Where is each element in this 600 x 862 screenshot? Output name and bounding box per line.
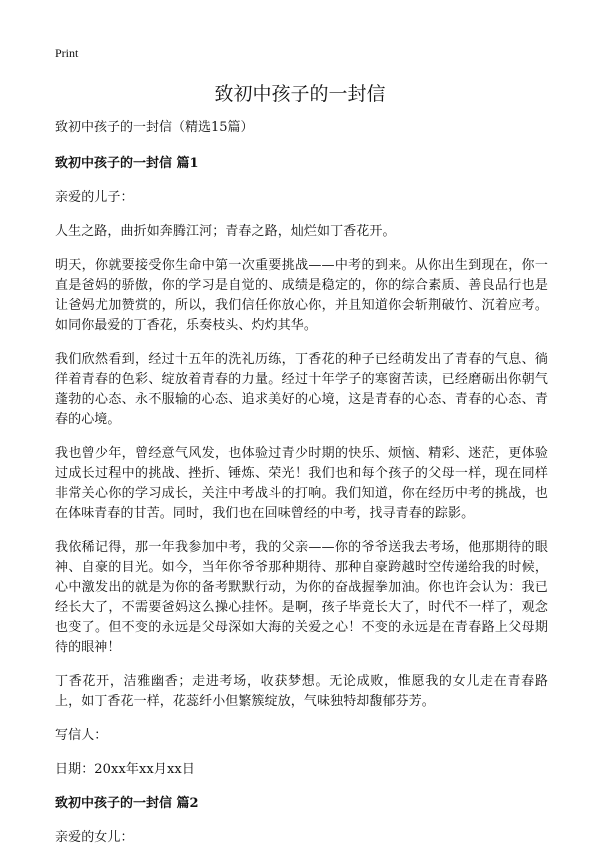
letter-greeting: 亲爱的女儿： <box>55 830 134 845</box>
letter-greeting: 亲爱的儿子： <box>55 190 134 205</box>
section-heading: 致初中孩子的一封信 篇1 <box>55 156 199 171</box>
letter-signature: 写信人： <box>55 728 108 743</box>
letter-section-1 <box>55 154 548 780</box>
letter-paragraph: 明天，你就要接受你生命中第一次重要挑战——中考的到来。从你出生到现在，你一直是爸妈的骄傲，你的学习是自觉的、成绩是稳定的，你的综合素质、善良品行也是让爸妈尤加赞赏的，所以，我们信任你放心你，并且知道你会斩荆破竹、沉着应考。如同你最爱的丁香花，乐奏枝头、灼灼其华。 <box>55 258 548 333</box>
section-heading: 致初中孩子的一封信 篇2 <box>55 796 199 811</box>
document-body <box>55 118 548 862</box>
page-title: 致初中孩子的一封信 <box>214 83 386 105</box>
letter-paragraph: 我依稀记得，那一年我参加中考，我的父亲——你的爷爷送我去考场，他那期待的眼神、自豪的目光。如今，当年你爷爷那种期待、那种自豪跨越时空传递给我的时候，心中激发出的就是为你的备考默默行动，为你的奋战握拳加油。你也许会认为：我已经长大了，不需要爸妈这么操心挂怀。是啊，孩子毕竟长大了，时代不一样了，观念也变了。但不变的永远是父母深如大海的关爱之心！不变的永远是在青春路上父母期待的眼神！ <box>55 540 548 655</box>
letter-paragraph: 我们欣然看到，经过十五年的洗礼历练，丁香花的种子已经萌发出了青春的气息、徜徉着青春的色彩、绽放着青春的力量。经过十年学子的寒窗苦读，已经磨砺出你朝气蓬勃的心态、永不服输的心态、追求美好的心境，这是青春的心态、青春的心态、青春的心境。 <box>55 352 548 427</box>
letter-paragraph: 我也曾少年，曾经意气风发，也体验过青少时期的快乐、烦恼、精彩、迷茫，更体验过成长过程中的挑战、挫折、锤炼、荣光！我们也和每个孩子的父母一样，现在同样非常关心你的学习成长，关注中考战斗的打响。我们知道，你在经历中考的挑战，也在体味青春的甘苦。同时，我们也在回味曾经的中考，找寻青春的踪影。 <box>55 446 548 521</box>
letter-date: 日期：20xx年xx月xx日 <box>55 762 195 777</box>
letter-section-2 <box>55 794 548 848</box>
document-subtitle: 致初中孩子的一封信（精选15篇） <box>55 120 254 135</box>
letter-paragraph: 人生之路，曲折如奔腾江河；青春之路，灿烂如丁香花开。 <box>55 224 396 239</box>
letter-paragraph: 丁香花开，洁雅幽香；走进考场，收获梦想。无论成败，惟愿我的女儿走在青春路上，如丁香花一样，花蕊纤小但繁簇绽放，气味独特却馥郁芬芳。 <box>55 674 548 709</box>
print-label[interactable]: Print <box>55 46 79 60</box>
